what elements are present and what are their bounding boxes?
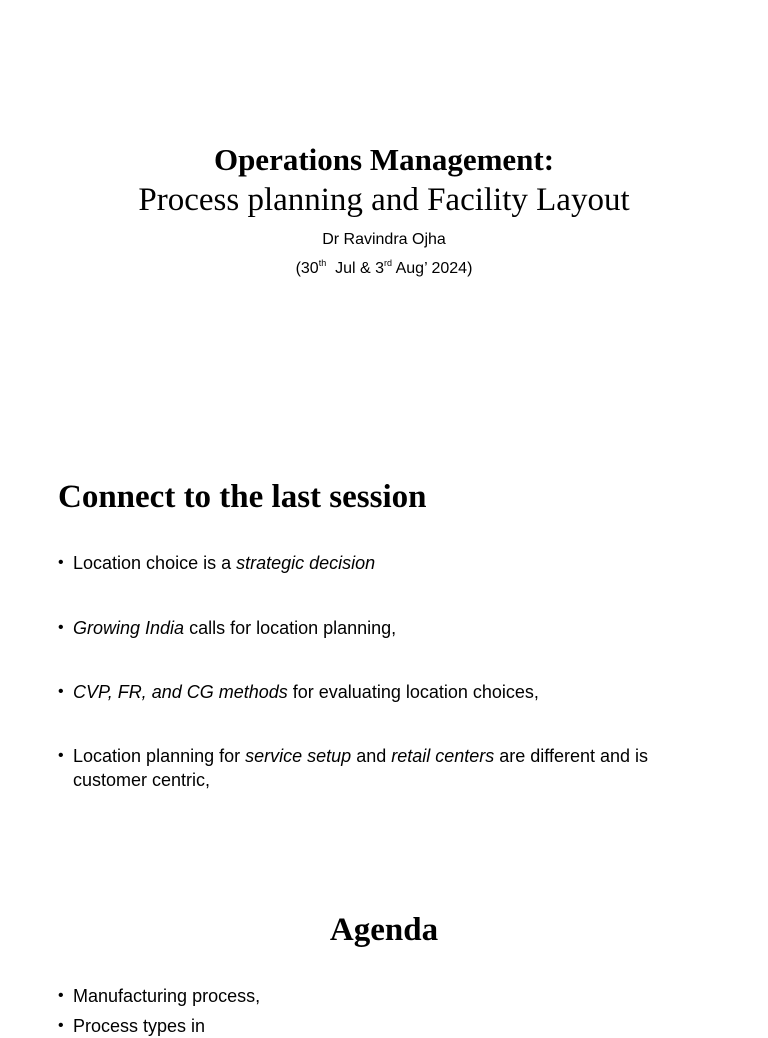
bullet-text-plain: and [351, 746, 392, 766]
presentation-subtitle: Process planning and Facility Layout [138, 182, 630, 218]
bullet-item [58, 616, 718, 640]
bullet-text-plain: Location choice is a [73, 553, 237, 573]
bullet-text [73, 680, 718, 704]
bullet-item [58, 680, 718, 704]
bullet-text [73, 744, 718, 792]
bullet-text-plain: for evaluating location choices, [287, 682, 539, 702]
bullet-item [58, 744, 718, 792]
bullet-text [73, 616, 718, 640]
bullet-text-emphasis: service setup [245, 746, 352, 766]
bullet-text-emphasis: retail centers [391, 746, 495, 766]
bullet-dot-icon: • [58, 619, 64, 636]
bullet-text-emphasis: CVP, FR, and CG methods [73, 682, 288, 702]
date-end: Aug’ 2024) [392, 260, 473, 277]
section-heading-last-session: Connect to the last session [58, 479, 427, 515]
bullet-dot-icon: • [58, 683, 64, 700]
bullet-dot-icon: • [58, 747, 64, 764]
bullet-dot-icon: • [58, 554, 64, 571]
bullet-text [73, 551, 718, 575]
presentation-title: Operations Management: [213, 142, 555, 177]
agenda-item-text: Manufacturing process, [73, 986, 261, 1006]
bullet-dot-icon: • [58, 987, 64, 1004]
presentation-date [0, 259, 768, 279]
bullet-dot-icon: • [58, 1017, 64, 1034]
date-open: (30 [295, 260, 319, 277]
date-mid: Jul & 3 [326, 260, 385, 277]
bullet-text-emphasis: strategic decision [236, 553, 376, 573]
bullet-text-plain: calls for location planning, [184, 618, 397, 638]
bullet-text-plain: Location planning for [73, 746, 246, 766]
bullet-item [58, 551, 718, 575]
author-name: Dr Ravindra Ojha [322, 231, 446, 248]
agenda-item [58, 1014, 718, 1038]
agenda-item-text: Process types in [73, 1016, 206, 1036]
bullet-text-plain: are different and is customer centric, [73, 746, 654, 790]
agenda-item [58, 984, 718, 1008]
section-heading-agenda: Agenda [329, 912, 439, 948]
date-sup-th: th [318, 257, 327, 268]
bullet-text-emphasis: Growing India [73, 618, 185, 638]
date-sup-rd: rd [384, 257, 393, 268]
